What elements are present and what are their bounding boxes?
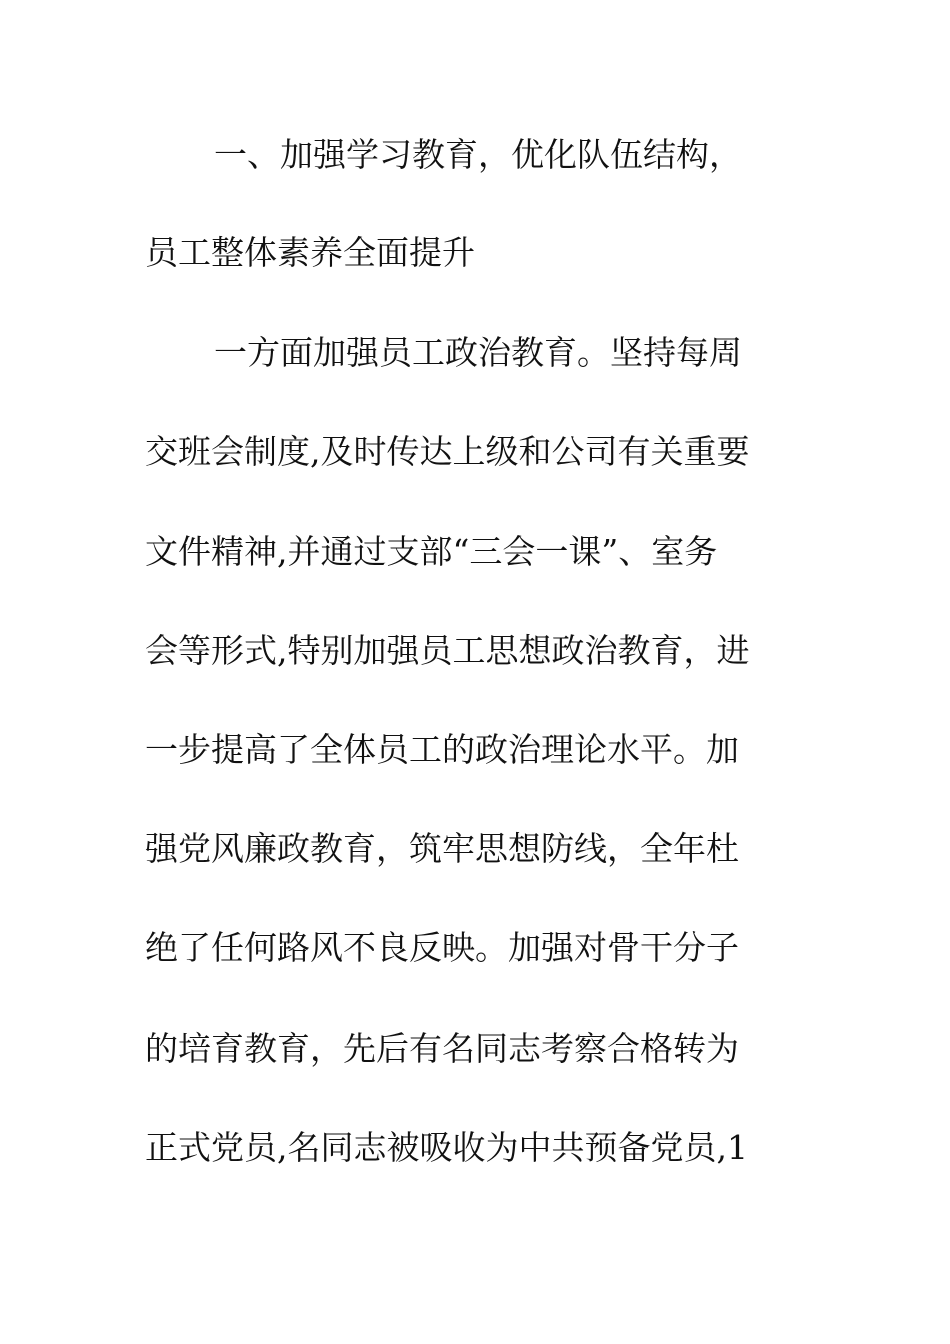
paragraph-line: 会等形式,特别加强员工思想政治教育，进 [145,631,750,670]
paragraph-line: 一步提高了全体员工的政治理论水平。加 [145,730,739,769]
paragraph-line: 交班会制度,及时传达上级和公司有关重要 [145,432,750,471]
paragraph-line: 文件精神,并通过支部“三会一课”、室务 [145,532,718,571]
paragraph-line: 绝了任何路风不良反映。加强对骨干分子 [145,928,739,967]
section-heading-line-1: 一、加强学习教育，优化队伍结构， [214,135,742,174]
section-heading-line-2: 员工整体素养全面提升 [145,233,475,272]
paragraph-line: 正式党员,名同志被吸收为中共预备党员,1 [145,1128,748,1167]
paragraph-line: 一方面加强员工政治教育。坚持每周 [214,333,742,372]
paragraph-line: 的培育教育，先后有名同志考察合格转为 [145,1029,739,1068]
paragraph-line: 强党风廉政教育，筑牢思想防线，全年杜 [145,829,739,868]
